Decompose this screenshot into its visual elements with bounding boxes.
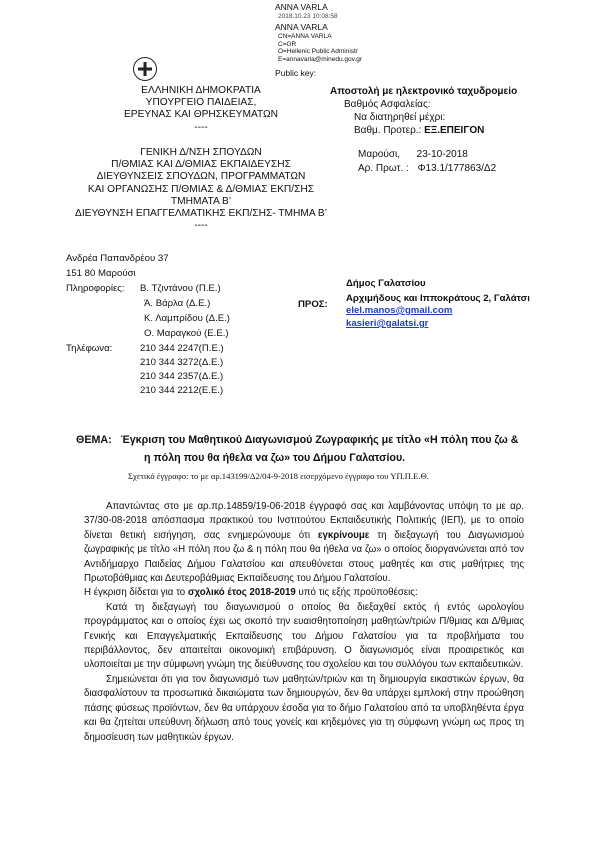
recipient-name: Δήμος Γαλατσίου xyxy=(346,278,426,289)
paragraph: Κατά τη διεξαγωγή του διαγωνισμού ο οποίος θα διεξαχθεί εκτός ή εντός ωρολογίου προγράμματος και ο οποίος έχει ως σκοπό την ευαισθητοποίηση μαθητών/τριών Π/θμιας και Δ/θμιας Γενικής και Επαγγελματικής Εκπαίδευσης του Δήμου Γαλατσίου για τα προβλήματα του περιβάλλοντος, δεν απαιτείται οικονομική επιβάρυνση. Ο διαγωνισμός είναι προαιρετικός και υλοποιείται με την σύμφωνη γνώμη της διεύθυνσης του σχολείου και του συλλόγου των εκπαιδευτικών. xyxy=(84,601,524,671)
paragraph-text: Η έγκριση δίδεται για το xyxy=(84,587,188,599)
paragraph xyxy=(84,500,524,586)
letter-body xyxy=(84,500,524,745)
phone-number: 210 344 2212(Ε.Ε.) xyxy=(140,385,224,396)
paragraph-text: Απαντώντας στο με αρ.πρ.14859/19-06-2018 έγγραφό σας και λαμβάνοντας υπόψη το με αρ. 37/30-08-2018 απόσπασμα πρακτικού του Ινστιτούτου Εκπαιδευτικής Πολιτικής (ΙΕΠ), με το οποίο δίνεται θετική εισήγηση, σας ενημερώνουμε ότι xyxy=(84,501,524,541)
priority-label: Βαθμ. Προτερ.: xyxy=(354,125,422,136)
department-header xyxy=(66,147,336,232)
place-date: Μαρούσι, 23-10-2018 xyxy=(358,149,468,160)
ministry-header xyxy=(66,85,336,134)
phone-number: 210 344 3272(Δ.Ε.) xyxy=(140,357,224,368)
signature-name-second: ANNA VARLA xyxy=(275,22,328,32)
subject-line-1 xyxy=(76,433,518,447)
department-line: Π/ΘΜΙΑΣ ΚΑΙ Δ/ΘΜΙΑΣ ΕΚΠΑΙΔΕΥΣΗΣ xyxy=(111,159,291,171)
ministry-line: ΕΛΛΗΝΙΚΗ ΔΗΜΟΚΡΑΤΙΑ xyxy=(141,85,261,96)
phone-number: 210 344 2357(Δ.Ε.) xyxy=(140,371,224,382)
signature-detail: O=Hellenic Public Administr xyxy=(278,48,359,55)
keep-until: Να διατηρηθεί μέχρι: xyxy=(354,112,446,123)
security-level: Βαθμός Ασφαλείας: xyxy=(344,99,431,110)
info-label: Πληροφορίες: xyxy=(66,283,125,294)
department-line: ΚΑΙ ΟΡΓΑΝΩΣΗΣ Π/ΘΜΙΑΣ & Δ/ΘΜΙΑΣ ΕΚΠ/ΣΗΣ xyxy=(87,183,315,195)
signature-detail: CN=ANNA VARLA xyxy=(278,33,332,40)
department-line: ΔΙΕΥΘΥΝΣΕΙΣ ΣΠΟΥΔΩΝ, ΠΡΟΓΡΑΜΜΑΤΩΝ xyxy=(96,171,306,183)
recipient-email-link[interactable]: kasieri@galatsi.gr xyxy=(346,318,429,329)
subject-title: Έγκριση του Μαθητικού Διαγωνισμού Ζωγραφικής με τίτλο «Η πόλη που ζω & xyxy=(120,434,519,446)
info-person: Ο. Μαραγκού (Ε.Ε.) xyxy=(144,328,229,339)
signature-public-key: Public key: xyxy=(275,68,317,78)
department-line: ΔΙΕΥΘΥΝΣΗ ΕΠΑΓΓΕΛΜΑΤΙΚΗΣ ΕΚΠ/ΣΗΣ- ΤΜΗΜΑ Β’ xyxy=(75,208,327,220)
paragraph-text: υπό τις εξής προϋποθέσεις: xyxy=(295,587,418,599)
to-label: ΠΡΟΣ: xyxy=(298,299,328,310)
paragraph xyxy=(84,586,524,600)
info-person: Κ. Λαμπρίδου (Δ.Ε.) xyxy=(144,313,231,324)
info-person: Ά. Βάρλα (Δ.Ε.) xyxy=(144,298,211,309)
department-line: ΓΕΝΙΚΗ Δ/ΝΣΗ ΣΠΟΥΔΩΝ xyxy=(140,147,262,158)
department-line: ΤΜΗΜΑΤΑ Β’ xyxy=(170,195,232,207)
paragraph-text: τη διεξαγωγή του Διαγωνισμού ζωγραφικής με τίτλο «Η πόλη που ζω & η πόλη που θα ήθελα να ζω» ο οποίος διοργανώνεται από τον Αντιδήμαρχο Παιδείας Δήμου Γαλατσίου και απευθύνεται στους μαθητές και στις μαθήτριες της Πρωτοβάθμιας και Δευτεροβάθμιας Εκπαίδευσης του Δήμου Γαλατσίου. xyxy=(84,529,524,585)
signature-detail: C=GR xyxy=(278,40,297,48)
ministry-line: ΥΠΟΥΡΓΕΙΟ ΠΑΙΔΕΙΑΣ, xyxy=(145,97,257,109)
greek-emblem-icon xyxy=(133,57,157,81)
paragraph-emphasis: εγκρίνουμε xyxy=(317,529,370,541)
signature-name-top: ANNA VARLA xyxy=(275,2,328,12)
sender-address: Ανδρέα Παπανδρέου 37 xyxy=(66,253,169,264)
delivery-note: Αποστολή με ηλεκτρονικό ταχυδρομείο xyxy=(330,86,518,97)
recipient-email-link[interactable]: elel.manos@gmail.com xyxy=(346,305,453,316)
paragraph: Σημειώνεται ότι για τον διαγωνισμό των μαθητών/τριών και τη δημιουργία εικαστικών έργων, θα διασφαλίστουν τα προσωπικά δικαιώματα των δημιουργών, δεν θα υπάρχει εμπλοκή στην προώθηση πάσης φύσεως προϊόντων, δεν θα υπάρχουν έσοδα για το δήμο Γαλατσίου από τα υποβληθέντα έργα και θα ζητείται υπεύθυνη δήλωση από τους γονείς και κηδεμόνες για τη σύμφωνη γνώμη ως προς τη δημοσίευση των μαθητικών έργων. xyxy=(84,673,524,743)
signature-timestamp: 2018.10.23 10:08:58 xyxy=(278,13,338,20)
signature-detail: E=annavarla@minedu.gov.gr xyxy=(278,55,362,63)
protocol-value: Φ13.1/177863/Δ2 xyxy=(417,163,497,174)
priority xyxy=(354,125,484,137)
recipient-address: Αρχιμήδους και Ιπποκράτους 2, Γαλάτσι xyxy=(346,293,530,304)
phone-label: Τηλέφωνα: xyxy=(66,343,113,354)
phone-number: 210 344 2247(Π.Ε.) xyxy=(140,343,224,354)
protocol-label: Αρ. Πρωτ. : xyxy=(358,163,409,174)
protocol-number xyxy=(358,163,496,175)
subject-line-2: η πόλη που θα ήθελα να ζω» του Δήμου Γαλατσίου. xyxy=(144,452,406,464)
sender-city: 151 80 Μαρούσι xyxy=(66,268,136,279)
info-person: Β. Τζιντάνου (Π.Ε.) xyxy=(140,283,221,294)
subject-reference: Σχετικό έγγραφο: το με αρ.143199/Δ2/04-9-2018 εισερχόμενο έγγραφο του ΥΠ.Π.Ε.Θ. xyxy=(128,471,429,481)
signature-details xyxy=(278,33,362,63)
department-line: ---- xyxy=(194,220,208,232)
paragraph-emphasis: σχολικό έτος 2018-2019 xyxy=(187,587,296,599)
subject-label: ΘΕΜΑ: xyxy=(76,434,112,446)
priority-value: ΕΞ.ΕΠΕΙΓΟΝ xyxy=(424,125,485,136)
ministry-line: ---- xyxy=(194,121,208,133)
ministry-line: ΕΡΕΥΝΑΣ ΚΑΙ ΘΡΗΣΚΕΥΜΑΤΩΝ xyxy=(123,109,278,121)
